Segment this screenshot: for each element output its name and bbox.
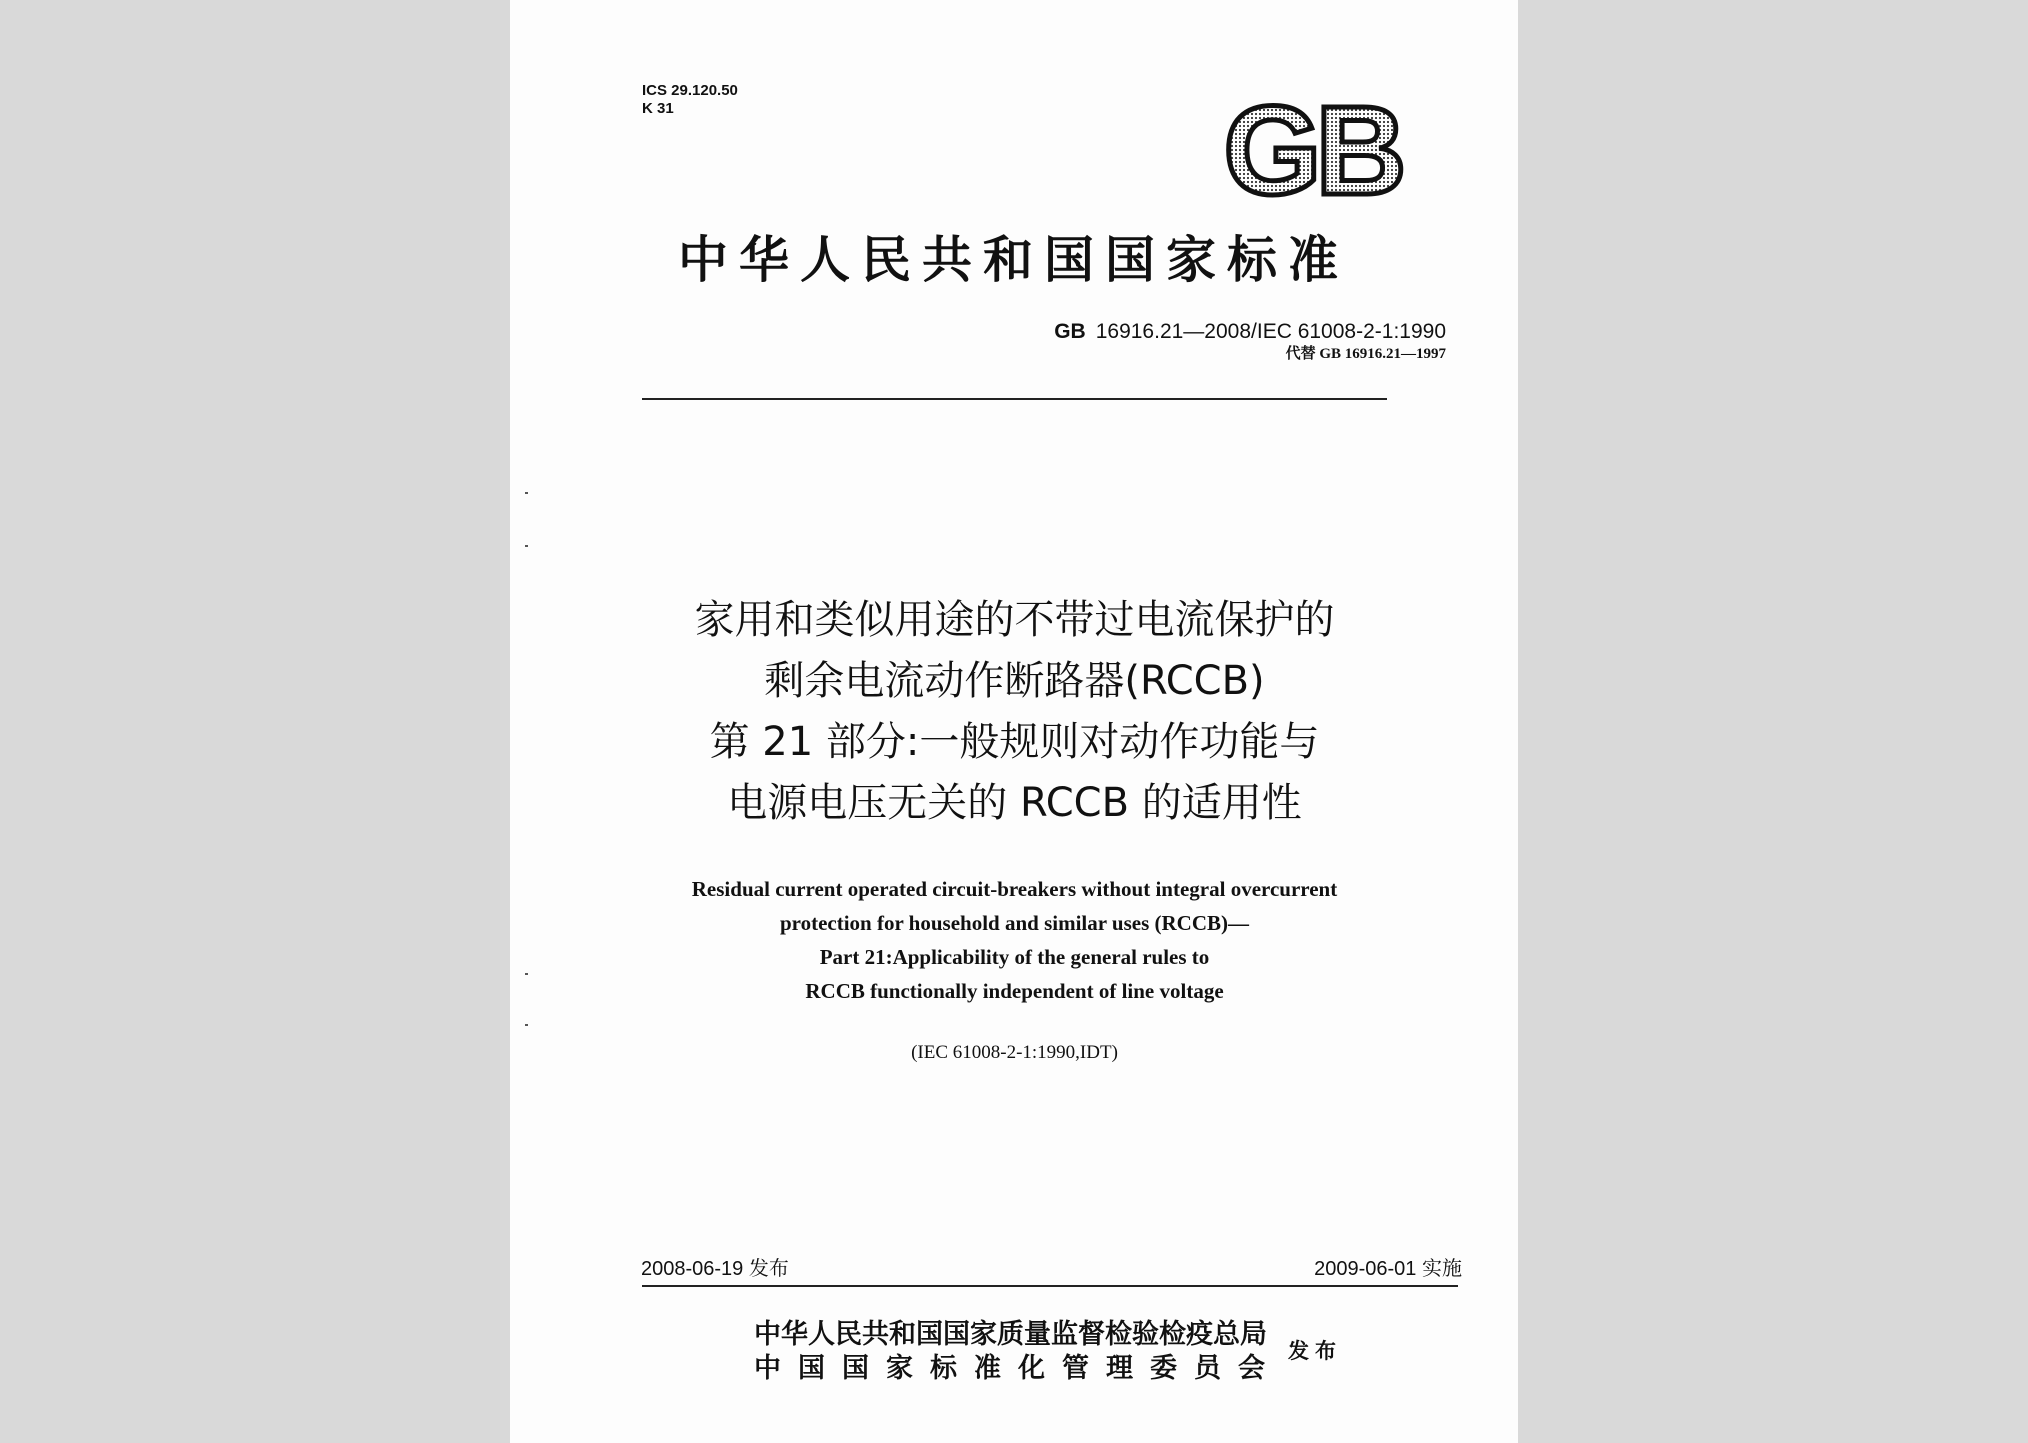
- scan-speck: [525, 545, 528, 547]
- scan-speck: [525, 492, 528, 494]
- gb-logo: [1210, 100, 1414, 204]
- issuer-sac: 中国国家标准化管理委员会: [754, 1353, 1282, 1384]
- header-divider: [642, 398, 1387, 400]
- issue-label: 发布: [1288, 1339, 1342, 1363]
- chinese-title-line: 剩余电流动作断路器(RCCB): [764, 658, 1265, 704]
- english-title: [642, 872, 1387, 1008]
- chinese-title-line: 家用和类似用途的不带过电流保护的: [694, 597, 1335, 643]
- english-title-line: Part 21:Applicability of the general rules to: [819, 945, 1210, 969]
- scan-speck: [525, 973, 528, 975]
- english-title-line: protection for household and similar uses (RCCB)—: [779, 911, 1250, 935]
- english-title-line: Residual current operated circuit-breakers without integral overcurrent: [691, 877, 1338, 901]
- replaces-standard: 代替 GB 16916.21—1997: [1285, 346, 1446, 362]
- scan-speck: [525, 1024, 528, 1026]
- classification-codes: [642, 82, 738, 118]
- standard-number-value: 16916.21—2008/IEC 61008-2-1:1990: [1095, 320, 1446, 343]
- chinese-title-line: 第 21 部分:一般规则对动作功能与: [709, 719, 1320, 765]
- standard-number: [1054, 320, 1446, 344]
- ics-code: ICS 29.120.50: [642, 82, 738, 99]
- gb-logo-text: GB: [1223, 100, 1401, 204]
- issuer-aqsiq: 中华人民共和国国家质量监督检验检疫总局: [754, 1319, 1267, 1350]
- english-title-line: RCCB functionally independent of line voltage: [805, 979, 1224, 1003]
- footer-divider: [642, 1285, 1458, 1287]
- standard-prefix: GB: [1054, 320, 1086, 343]
- document-page: [510, 0, 1518, 1443]
- chinese-title: [642, 590, 1387, 834]
- implementation-date: 2009-06-01 实施: [1314, 1258, 1462, 1280]
- publication-date: 2008-06-19 发布: [641, 1258, 789, 1280]
- national-standard-title: 中华人民共和国国家标准: [678, 230, 1349, 289]
- equivalence-note: (IEC 61008-2-1:1990,IDT): [911, 1042, 1118, 1063]
- chinese-title-line: 电源电压无关的 RCCB 的适用性: [727, 780, 1302, 826]
- ccs-code: K 31: [642, 100, 674, 117]
